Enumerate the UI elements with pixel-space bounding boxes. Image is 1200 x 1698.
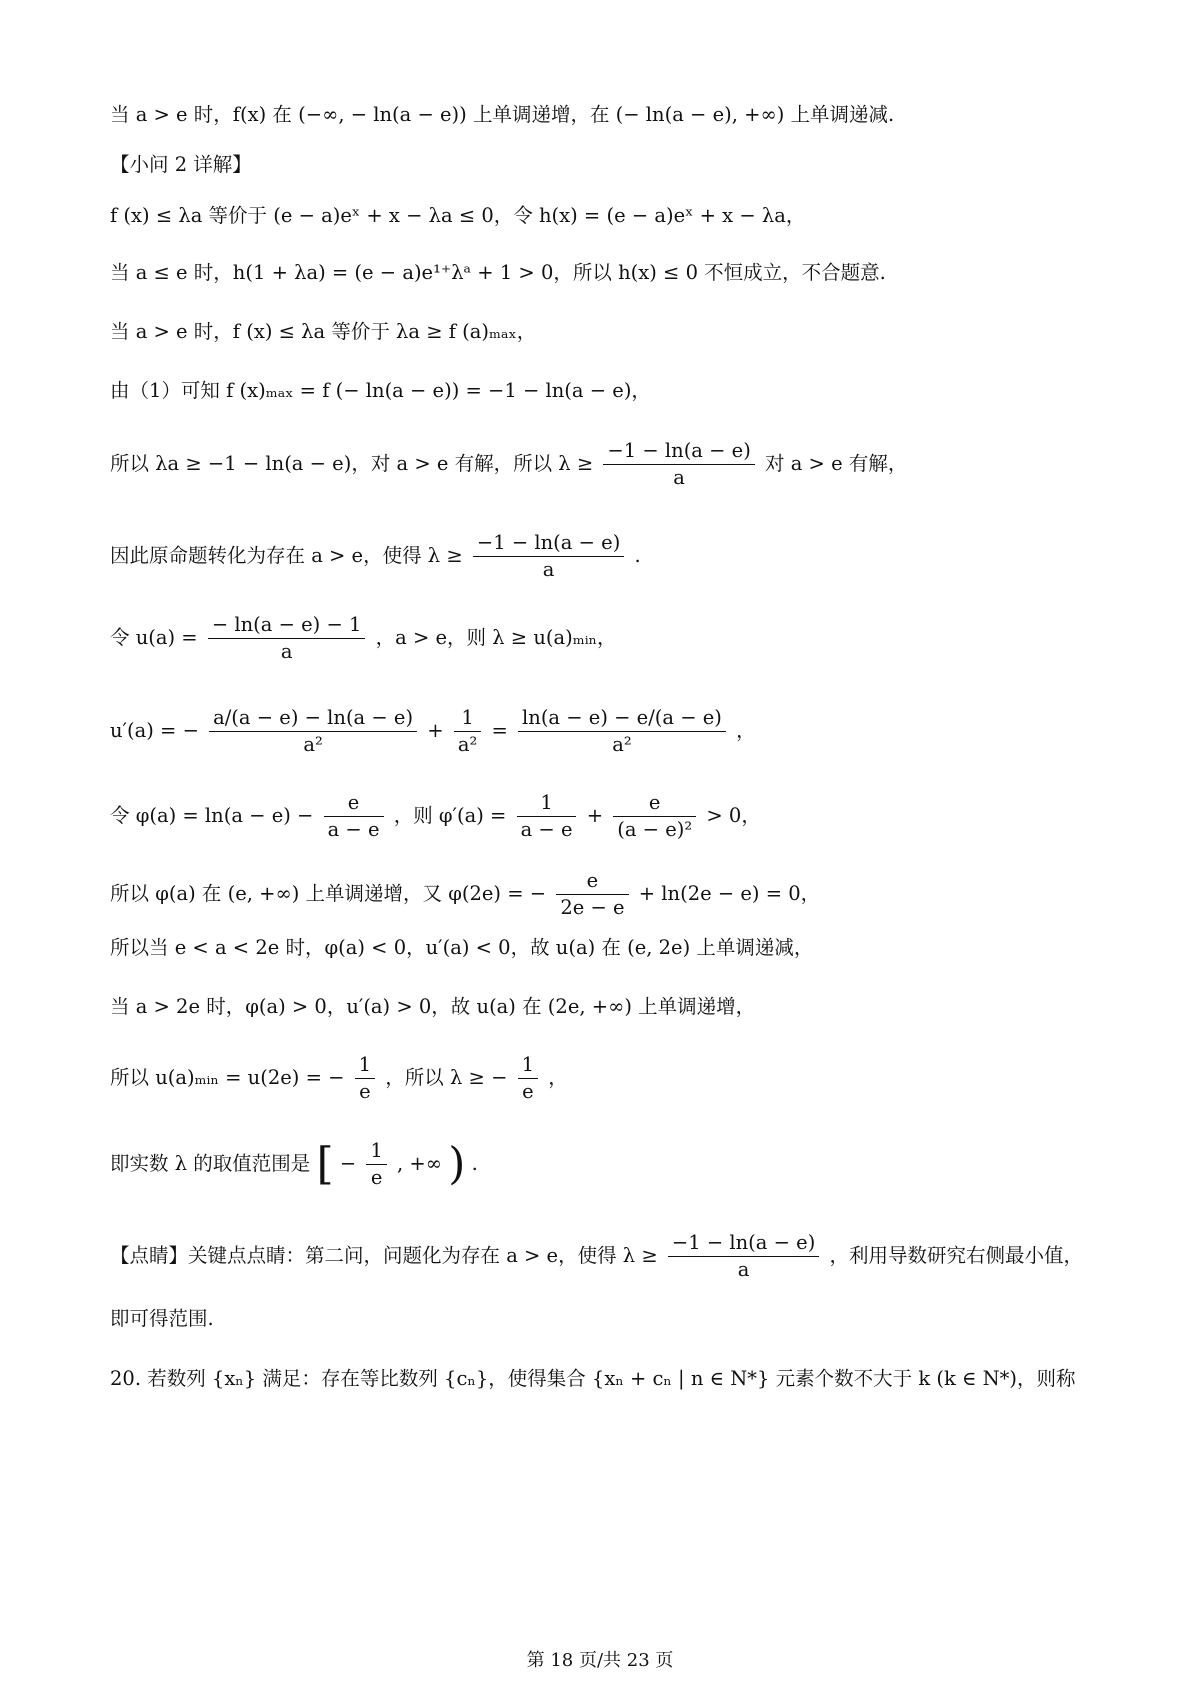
fraction <box>208 612 366 665</box>
text-line-16 <box>110 1138 1110 1191</box>
fraction-numerator: a/(a − e) − ln(a − e) <box>209 705 417 732</box>
fraction-numerator: 1 <box>355 1052 375 1079</box>
fraction <box>355 1052 375 1105</box>
fraction-numerator: e <box>613 790 696 817</box>
text-line-8 <box>110 530 1110 583</box>
fraction-numerator: 1 <box>454 705 481 732</box>
text-segment: + ln(2e − e) = 0， <box>638 882 821 905</box>
text-segment: 【点睛】关键点点睛：第二问，问题化为存在 a > e，使得 λ ≥ <box>110 1244 658 1267</box>
text-segment: + <box>586 804 604 827</box>
fraction-numerator: −1 − ln(a − e) <box>473 530 624 557</box>
minus-sign: − <box>339 1152 357 1175</box>
text-line-11 <box>110 790 1110 843</box>
fraction-numerator: 1 <box>517 790 577 817</box>
text-segment: ，a > e，则 λ ≥ u(a)ₘᵢₙ， <box>375 626 617 649</box>
fraction-numerator: e <box>324 790 384 817</box>
fraction <box>518 1052 538 1105</box>
fraction <box>668 1230 819 1283</box>
text-segment: u′(a) = − <box>110 719 199 742</box>
fraction <box>613 790 696 843</box>
left-bracket: [ <box>316 1138 334 1190</box>
text-segment: ， <box>548 1066 568 1089</box>
text-segment: ，利用导数研究右侧最小值， <box>829 1244 1084 1267</box>
fraction-numerator: −1 − ln(a − e) <box>668 1230 819 1257</box>
text-segment: 所以 λa ≥ −1 − ln(a − e)，对 a > e 有解，所以 λ ≥ <box>110 452 594 475</box>
question-20-line: 20. 若数列 {xₙ} 满足：存在等比数列 {cₙ}，使得集合 {xₙ + cₙ | n ∈ N*} 元素个数不大于 k (k ∈ N*)，则称 <box>110 1367 1076 1390</box>
fraction-numerator: ln(a − e) − e/(a − e) <box>518 705 726 732</box>
fraction-denominator: a <box>280 640 293 663</box>
fraction-numerator: e <box>556 868 628 895</box>
right-paren: ) <box>448 1138 466 1190</box>
text-segment: , +∞ <box>397 1152 442 1175</box>
text-line-6: 由（1）可知 f (x)ₘₐₓ = f (− ln(a − e)) = −1 − ln(a − e)， <box>110 379 651 402</box>
text-segment: ，则 φ′(a) = <box>393 804 507 827</box>
fraction-numerator: −1 − ln(a − e) <box>603 438 754 465</box>
text-line-1: 当 a > e 时，f(x) 在 (−∞, − ln(a − e)) 上单调递增，在 (− ln(a − e), +∞) 上单调递减. <box>110 103 895 126</box>
fraction-denominator: e <box>370 1166 383 1189</box>
fraction-denominator: a² <box>457 733 478 756</box>
text-line-10 <box>110 705 1110 758</box>
fraction <box>473 530 624 583</box>
text-line-5: 当 a > e 时，f (x) ≤ λa 等价于 λa ≥ f (a)ₘₐₓ， <box>110 320 537 343</box>
fraction-denominator: a² <box>303 733 323 756</box>
text-segment: 所以 u(a)ₘᵢₙ = u(2e) = − <box>110 1066 345 1089</box>
text-segment: 令 φ(a) = ln(a − e) − <box>110 804 314 827</box>
fraction-denominator: 2e − e <box>560 896 625 919</box>
text-segment: 对 a > e 有解， <box>765 452 908 475</box>
text-segment: = <box>491 719 508 742</box>
text-segment: ， <box>736 719 756 742</box>
fraction <box>517 790 577 843</box>
text-segment: . <box>471 1152 478 1175</box>
fraction-denominator: a − e <box>520 818 573 841</box>
text-line-14: 当 a > 2e 时，φ(a) > 0，u′(a) > 0，故 u(a) 在 (2e, +∞) 上单调递增， <box>110 995 756 1018</box>
fraction <box>454 705 481 758</box>
fraction-numerator: 1 <box>518 1052 538 1079</box>
text-segment: 即实数 λ 的取值范围是 <box>110 1152 311 1175</box>
page-footer: 第 18 页/共 23 页 <box>526 1650 674 1671</box>
fraction-denominator: a² <box>612 733 632 756</box>
text-line-17 <box>110 1230 1110 1283</box>
fraction <box>366 1138 386 1191</box>
fraction-numerator: 1 <box>366 1138 386 1165</box>
text-line-7 <box>110 438 1110 491</box>
fraction-denominator: (a − e)² <box>617 818 693 841</box>
text-segment: > 0， <box>706 804 761 827</box>
text-segment: + <box>427 719 444 742</box>
text-line-12 <box>110 868 1110 921</box>
text-segment: ，所以 λ ≥ − <box>385 1066 508 1089</box>
text-line-3: f (x) ≤ λa 等价于 (e − a)eˣ + x − λa ≤ 0，令 h(x) = (e − a)eˣ + x − λa， <box>110 204 806 227</box>
fraction-denominator: a <box>673 466 685 489</box>
text-line-9 <box>110 612 1110 665</box>
text-line-13: 所以当 e < a < 2e 时，φ(a) < 0，u′(a) < 0，故 u(a) 在 (e, 2e) 上单调递减， <box>110 936 814 959</box>
fraction <box>556 868 628 921</box>
fraction <box>518 705 726 758</box>
section-heading: 【小问 2 详解】 <box>110 153 252 176</box>
text-line-15 <box>110 1052 1110 1105</box>
text-segment: . <box>634 544 641 567</box>
fraction <box>324 790 384 843</box>
text-segment: 令 u(a) = <box>110 626 198 649</box>
fraction <box>603 438 754 491</box>
fraction-numerator: − ln(a − e) − 1 <box>208 612 366 639</box>
text-line-4: 当 a ≤ e 时，h(1 + λa) = (e − a)e¹⁺λᵃ + 1 > 0，所以 h(x) ≤ 0 不恒成立，不合题意. <box>110 261 886 284</box>
text-segment: 所以 φ(a) 在 (e, +∞) 上单调递增，又 φ(2e) = − <box>110 882 547 905</box>
text-segment: 因此原命题转化为存在 a > e，使得 λ ≥ <box>110 544 463 567</box>
fraction-denominator: e <box>522 1080 534 1103</box>
fraction-denominator: a <box>542 558 555 581</box>
text-line-18: 即可得范围. <box>110 1307 214 1330</box>
fraction-denominator: a <box>737 1258 750 1281</box>
fraction-denominator: a − e <box>327 818 380 841</box>
fraction <box>209 705 417 758</box>
fraction-denominator: e <box>359 1080 371 1103</box>
